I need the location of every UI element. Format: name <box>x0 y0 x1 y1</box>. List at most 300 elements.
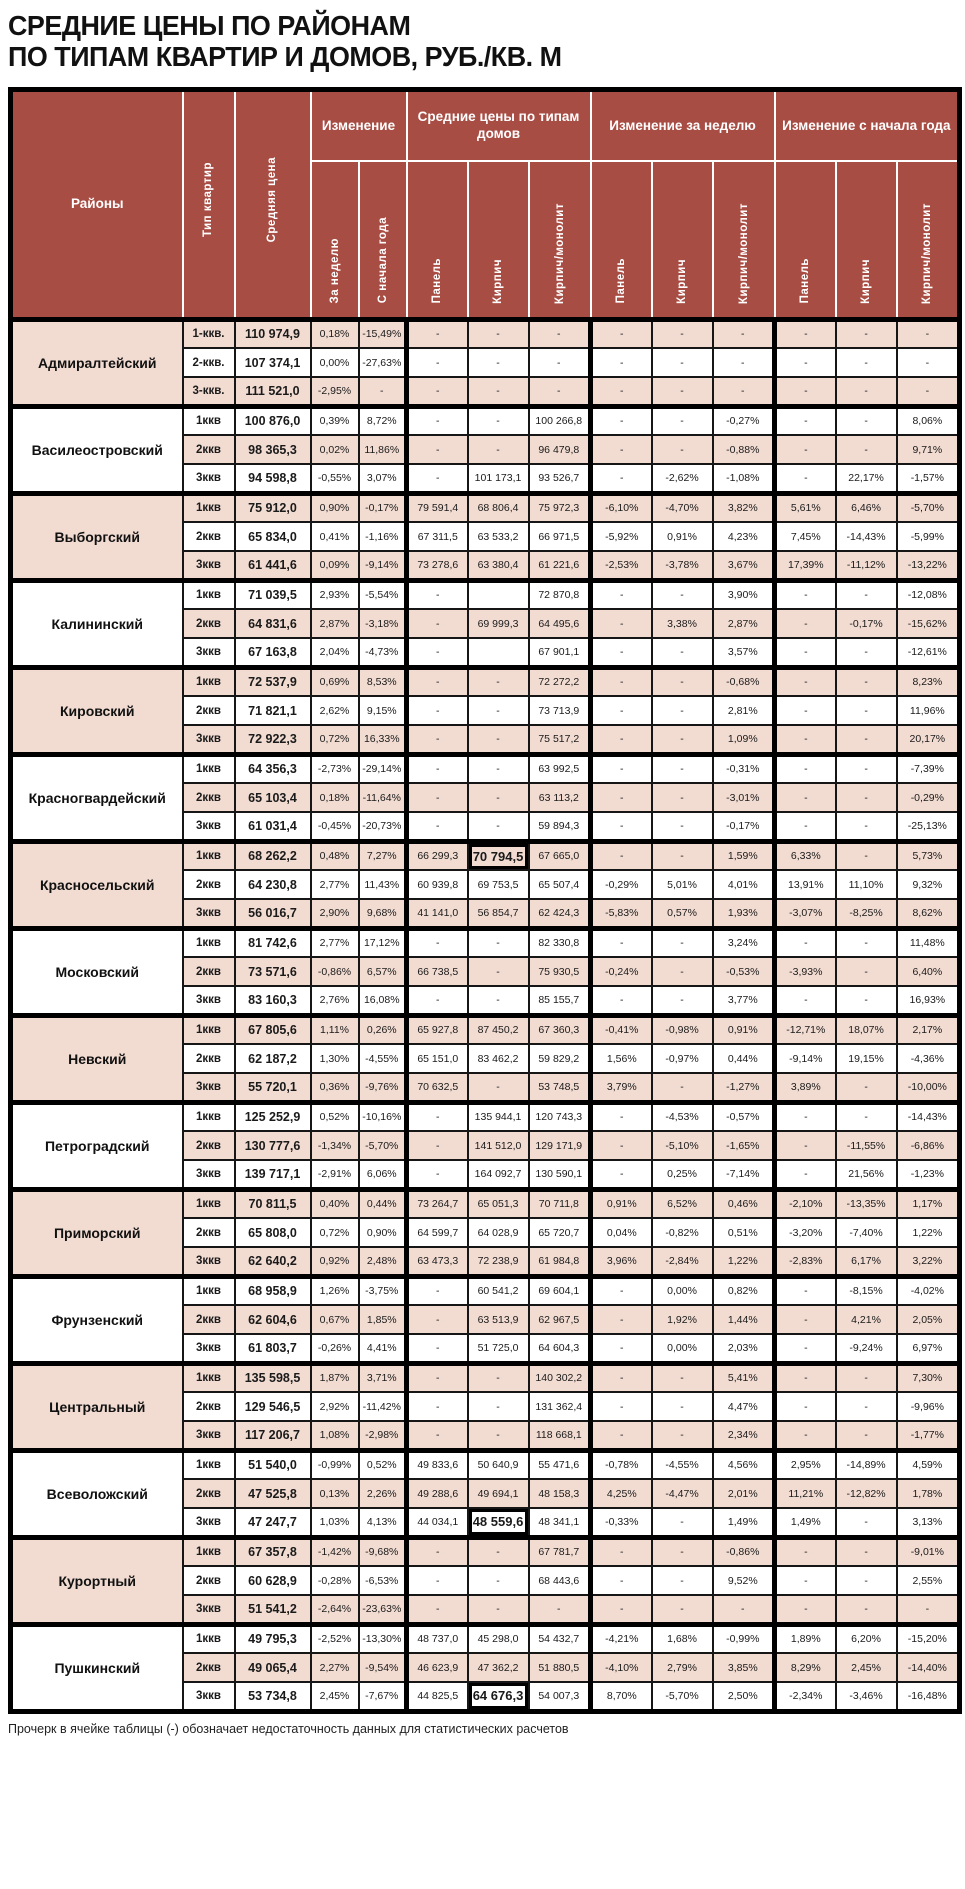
table-row <box>11 1624 960 1653</box>
week-brick-monolith: -0,86% <box>713 1537 775 1566</box>
price-brick: - <box>468 1595 529 1624</box>
ytd-panel: -2,83% <box>775 1247 836 1276</box>
change-ytd: 0,44% <box>359 1189 407 1218</box>
ytd-brick: -12,82% <box>836 1479 897 1508</box>
avg-price: 61 441,6 <box>235 551 311 580</box>
ytd-panel: -2,34% <box>775 1682 836 1711</box>
avg-price: 70 811,5 <box>235 1189 311 1218</box>
price-brick-monolith: 75 972,3 <box>529 493 591 522</box>
price-brick: 101 173,1 <box>468 464 529 493</box>
change-ytd: -23,63% <box>359 1595 407 1624</box>
price-panel: - <box>407 319 468 348</box>
ytd-brick-monolith: -10,00% <box>897 1073 960 1102</box>
ytd-panel: - <box>775 580 836 609</box>
table-row <box>11 1450 960 1479</box>
week-panel: 4,25% <box>591 1479 652 1508</box>
change-week: 0,36% <box>311 1073 359 1102</box>
ytd-brick-monolith: 2,55% <box>897 1566 960 1595</box>
district-name: Московский <box>11 928 183 1015</box>
price-panel: 66 738,5 <box>407 957 468 986</box>
ytd-brick: - <box>836 1595 897 1624</box>
ytd-panel: - <box>775 1334 836 1363</box>
week-panel: 3,79% <box>591 1073 652 1102</box>
change-week: -0,26% <box>311 1334 359 1363</box>
avg-price: 53 734,8 <box>235 1682 311 1711</box>
change-week: -2,73% <box>311 754 359 783</box>
price-panel: - <box>407 377 468 406</box>
district-name: Калининский <box>11 580 183 667</box>
ytd-brick-monolith: 8,23% <box>897 667 960 696</box>
week-brick: 0,00% <box>652 1276 713 1305</box>
price-brick: 50 640,9 <box>468 1450 529 1479</box>
price-brick: - <box>468 377 529 406</box>
header-price-panel-label: Панель <box>431 258 444 304</box>
ytd-brick: 18,07% <box>836 1015 897 1044</box>
price-panel: - <box>407 1276 468 1305</box>
ytd-brick: - <box>836 725 897 754</box>
week-panel: - <box>591 986 652 1015</box>
price-brick: 56 854,7 <box>468 899 529 928</box>
table-row <box>11 1015 960 1044</box>
week-brick: - <box>652 435 713 464</box>
week-brick-monolith: -0,57% <box>713 1102 775 1131</box>
change-week: 0,09% <box>311 551 359 580</box>
price-panel: - <box>407 580 468 609</box>
ytd-brick: -0,17% <box>836 609 897 638</box>
change-ytd: -0,17% <box>359 493 407 522</box>
price-brick: 64 676,3 <box>468 1682 529 1711</box>
change-week: 2,93% <box>311 580 359 609</box>
week-brick: - <box>652 841 713 870</box>
price-panel: - <box>407 1131 468 1160</box>
ytd-brick-monolith: 1,17% <box>897 1189 960 1218</box>
apartment-type: 2ккв <box>183 696 235 725</box>
apartment-type: 2ккв <box>183 522 235 551</box>
price-brick: 68 806,4 <box>468 493 529 522</box>
header-change-group: Изменение <box>311 89 407 161</box>
ytd-brick-monolith: -9,96% <box>897 1392 960 1421</box>
price-brick-monolith: 53 748,5 <box>529 1073 591 1102</box>
ytd-brick-monolith: 16,93% <box>897 986 960 1015</box>
week-panel: - <box>591 754 652 783</box>
ytd-brick-monolith: -1,57% <box>897 464 960 493</box>
price-brick-monolith: 64 495,6 <box>529 609 591 638</box>
avg-price: 64 831,6 <box>235 609 311 638</box>
change-ytd: 3,07% <box>359 464 407 493</box>
price-brick: 69 753,5 <box>468 870 529 899</box>
ytd-brick: - <box>836 696 897 725</box>
price-panel: - <box>407 464 468 493</box>
price-panel: - <box>407 1160 468 1189</box>
apartment-type: 1ккв <box>183 1189 235 1218</box>
ytd-brick: - <box>836 667 897 696</box>
change-ytd: 2,26% <box>359 1479 407 1508</box>
week-brick-monolith: 0,46% <box>713 1189 775 1218</box>
ytd-panel: 3,89% <box>775 1073 836 1102</box>
ytd-brick-monolith: 20,17% <box>897 725 960 754</box>
price-panel: - <box>407 1305 468 1334</box>
ytd-brick-monolith: -15,20% <box>897 1624 960 1653</box>
price-brick: 141 512,0 <box>468 1131 529 1160</box>
ytd-panel: 5,61% <box>775 493 836 522</box>
change-week: 0,18% <box>311 783 359 812</box>
week-panel: 8,70% <box>591 1682 652 1711</box>
change-ytd: -9,54% <box>359 1653 407 1682</box>
avg-price: 125 252,9 <box>235 1102 311 1131</box>
ytd-brick-monolith: 3,13% <box>897 1508 960 1537</box>
ytd-panel: 1,89% <box>775 1624 836 1653</box>
week-panel: -0,78% <box>591 1450 652 1479</box>
change-ytd: 16,33% <box>359 725 407 754</box>
week-brick-monolith: 3,24% <box>713 928 775 957</box>
footnote: Прочерк в ячейке таблицы (-) обозначает недостаточность данных для статистических расчетов <box>8 1721 569 1736</box>
week-brick: -0,97% <box>652 1044 713 1073</box>
ytd-brick: 6,46% <box>836 493 897 522</box>
change-week: 2,77% <box>311 870 359 899</box>
week-brick: - <box>652 319 713 348</box>
district-name: Кировский <box>11 667 183 754</box>
week-brick: -5,10% <box>652 1131 713 1160</box>
table-row <box>11 1363 960 1392</box>
header-ytd-panel-label: Панель <box>799 258 812 304</box>
price-panel: - <box>407 1102 468 1131</box>
ytd-panel: - <box>775 1276 836 1305</box>
price-brick-monolith: 131 362,4 <box>529 1392 591 1421</box>
ytd-panel: - <box>775 609 836 638</box>
avg-price: 73 571,6 <box>235 957 311 986</box>
avg-price: 71 039,5 <box>235 580 311 609</box>
week-brick-monolith: 5,41% <box>713 1363 775 1392</box>
ytd-panel: - <box>775 638 836 667</box>
district-name: Центральный <box>11 1363 183 1450</box>
week-brick-monolith: 3,82% <box>713 493 775 522</box>
apartment-type: 1ккв <box>183 1537 235 1566</box>
apartment-type: 2ккв <box>183 609 235 638</box>
price-brick-monolith: 72 272,2 <box>529 667 591 696</box>
avg-price: 49 795,3 <box>235 1624 311 1653</box>
price-panel: - <box>407 667 468 696</box>
price-brick-monolith: 64 604,3 <box>529 1334 591 1363</box>
change-week: 1,26% <box>311 1276 359 1305</box>
change-week: 0,69% <box>311 667 359 696</box>
ytd-brick: - <box>836 928 897 957</box>
change-ytd: 0,52% <box>359 1450 407 1479</box>
ytd-panel: - <box>775 1363 836 1392</box>
week-brick: - <box>652 638 713 667</box>
week-panel: - <box>591 435 652 464</box>
week-brick-monolith: -1,65% <box>713 1131 775 1160</box>
apartment-type: 3ккв <box>183 1160 235 1189</box>
ytd-brick: -7,40% <box>836 1218 897 1247</box>
ytd-brick: - <box>836 986 897 1015</box>
week-brick-monolith: - <box>713 1595 775 1624</box>
avg-price: 110 974,9 <box>235 319 311 348</box>
week-brick: -0,98% <box>652 1015 713 1044</box>
avg-price: 107 374,1 <box>235 348 311 377</box>
change-ytd: 6,06% <box>359 1160 407 1189</box>
price-panel: - <box>407 1334 468 1363</box>
price-brick-monolith: 62 967,5 <box>529 1305 591 1334</box>
week-brick-monolith: 9,52% <box>713 1566 775 1595</box>
ytd-brick-monolith: -15,62% <box>897 609 960 638</box>
ytd-brick: -11,55% <box>836 1131 897 1160</box>
week-brick-monolith: 4,47% <box>713 1392 775 1421</box>
district-name: Приморский <box>11 1189 183 1276</box>
price-panel: 49 288,6 <box>407 1479 468 1508</box>
change-ytd: -4,73% <box>359 638 407 667</box>
apartment-type: 1ккв <box>183 928 235 957</box>
avg-price: 56 016,7 <box>235 899 311 928</box>
ytd-panel: 1,49% <box>775 1508 836 1537</box>
table-row <box>11 928 960 957</box>
avg-price: 139 717,1 <box>235 1160 311 1189</box>
price-panel: 44 825,5 <box>407 1682 468 1711</box>
ytd-brick: - <box>836 1421 897 1450</box>
price-brick: 49 694,1 <box>468 1479 529 1508</box>
price-panel: - <box>407 406 468 435</box>
header-districts: Районы <box>11 89 183 319</box>
price-brick-monolith: 55 471,6 <box>529 1450 591 1479</box>
week-panel: 3,96% <box>591 1247 652 1276</box>
week-brick: - <box>652 1363 713 1392</box>
ytd-brick: - <box>836 1102 897 1131</box>
change-ytd: -1,16% <box>359 522 407 551</box>
week-brick: - <box>652 348 713 377</box>
header-week-brick-label: Кирпич <box>676 258 689 304</box>
ytd-panel: - <box>775 348 836 377</box>
change-ytd: -20,73% <box>359 812 407 841</box>
district-name: Курортный <box>11 1537 183 1624</box>
price-panel: - <box>407 812 468 841</box>
ytd-brick: - <box>836 1392 897 1421</box>
price-panel: - <box>407 928 468 957</box>
ytd-brick-monolith: -1,77% <box>897 1421 960 1450</box>
price-brick: - <box>468 986 529 1015</box>
change-week: 2,76% <box>311 986 359 1015</box>
ytd-brick-monolith: 9,71% <box>897 435 960 464</box>
district-name: Фрунзенский <box>11 1276 183 1363</box>
price-brick-monolith: 75 517,2 <box>529 725 591 754</box>
table-row <box>11 1102 960 1131</box>
week-panel: - <box>591 1595 652 1624</box>
ytd-panel: -2,10% <box>775 1189 836 1218</box>
ytd-panel: - <box>775 1421 836 1450</box>
week-panel: -4,21% <box>591 1624 652 1653</box>
week-panel: -5,92% <box>591 522 652 551</box>
ytd-brick: - <box>836 1537 897 1566</box>
week-brick: - <box>652 406 713 435</box>
week-panel: 0,91% <box>591 1189 652 1218</box>
apartment-type: 1ккв <box>183 754 235 783</box>
change-week: -2,52% <box>311 1624 359 1653</box>
change-week: 0,39% <box>311 406 359 435</box>
avg-price: 61 031,4 <box>235 812 311 841</box>
price-brick: 69 999,3 <box>468 609 529 638</box>
apartment-type: 1ккв <box>183 1450 235 1479</box>
price-brick-monolith: 59 894,3 <box>529 812 591 841</box>
week-panel: - <box>591 1537 652 1566</box>
week-brick-monolith: 3,90% <box>713 580 775 609</box>
week-brick-monolith: 1,09% <box>713 725 775 754</box>
apartment-type: 1ккв <box>183 1363 235 1392</box>
change-ytd: -29,14% <box>359 754 407 783</box>
price-brick-monolith: 68 443,6 <box>529 1566 591 1595</box>
week-brick-monolith: -0,27% <box>713 406 775 435</box>
apartment-type: 3ккв <box>183 551 235 580</box>
price-panel: - <box>407 348 468 377</box>
page-title-line1: СРЕДНИЕ ЦЕНЫ ПО РАЙОНАМ <box>8 10 411 41</box>
avg-price: 65 808,0 <box>235 1218 311 1247</box>
ytd-brick-monolith: -5,70% <box>897 493 960 522</box>
ytd-brick: - <box>836 783 897 812</box>
week-panel: - <box>591 1160 652 1189</box>
week-brick: -2,62% <box>652 464 713 493</box>
price-brick-monolith: 67 901,1 <box>529 638 591 667</box>
change-week: 0,90% <box>311 493 359 522</box>
price-brick: - <box>468 725 529 754</box>
week-brick-monolith: -0,53% <box>713 957 775 986</box>
apartment-type: 3ккв <box>183 1073 235 1102</box>
ytd-brick-monolith: -12,08% <box>897 580 960 609</box>
apartment-type: 3ккв <box>183 464 235 493</box>
price-brick: 135 944,1 <box>468 1102 529 1131</box>
week-panel: - <box>591 464 652 493</box>
header-apartment-type <box>183 89 235 319</box>
week-brick-monolith: -1,27% <box>713 1073 775 1102</box>
change-week: 0,48% <box>311 841 359 870</box>
week-brick: - <box>652 1508 713 1537</box>
header-change-ytd-label: С начала года <box>376 217 389 304</box>
ytd-panel: -9,14% <box>775 1044 836 1073</box>
change-ytd: -7,67% <box>359 1682 407 1711</box>
change-week: -0,45% <box>311 812 359 841</box>
week-brick: - <box>652 580 713 609</box>
week-panel: - <box>591 580 652 609</box>
ytd-brick-monolith: 11,96% <box>897 696 960 725</box>
ytd-brick: - <box>836 406 897 435</box>
ytd-brick-monolith: 2,05% <box>897 1305 960 1334</box>
week-brick-monolith: 2,03% <box>713 1334 775 1363</box>
header-price-brick-label: Кирпич <box>492 258 505 304</box>
price-brick <box>468 638 529 667</box>
price-brick-monolith: 73 713,9 <box>529 696 591 725</box>
district-name: Пушкинский <box>11 1624 183 1711</box>
price-panel: 73 264,7 <box>407 1189 468 1218</box>
ytd-brick-monolith: 7,30% <box>897 1363 960 1392</box>
header-change-week-label: За неделю <box>328 238 341 304</box>
apartment-type: 1ккв <box>183 406 235 435</box>
header-ytd-change-group: Изменение с начала года <box>775 89 960 161</box>
price-brick-monolith: 65 507,4 <box>529 870 591 899</box>
ytd-panel: - <box>775 1392 836 1421</box>
ytd-brick: - <box>836 1508 897 1537</box>
price-brick: - <box>468 319 529 348</box>
price-panel: - <box>407 638 468 667</box>
price-panel: 66 299,3 <box>407 841 468 870</box>
ytd-brick-monolith: 6,97% <box>897 1334 960 1363</box>
price-brick: 51 725,0 <box>468 1334 529 1363</box>
change-week: 1,08% <box>311 1421 359 1450</box>
apartment-type: 3ккв <box>183 1421 235 1450</box>
ytd-panel: - <box>775 1566 836 1595</box>
week-panel: - <box>591 1421 652 1450</box>
week-brick: - <box>652 725 713 754</box>
week-panel: - <box>591 1363 652 1392</box>
price-brick-monolith: 69 604,1 <box>529 1276 591 1305</box>
week-brick: - <box>652 812 713 841</box>
ytd-brick-monolith: 1,78% <box>897 1479 960 1508</box>
district-name: Красносельский <box>11 841 183 928</box>
change-week: -2,95% <box>311 377 359 406</box>
change-ytd: 4,13% <box>359 1508 407 1537</box>
price-panel: - <box>407 609 468 638</box>
price-brick-monolith: 54 007,3 <box>529 1682 591 1711</box>
week-brick-monolith: 0,82% <box>713 1276 775 1305</box>
price-brick: - <box>468 406 529 435</box>
change-week: 0,92% <box>311 1247 359 1276</box>
change-ytd: 6,57% <box>359 957 407 986</box>
ytd-brick-monolith: -4,36% <box>897 1044 960 1073</box>
price-brick-monolith: 65 720,7 <box>529 1218 591 1247</box>
price-brick: 47 362,2 <box>468 1653 529 1682</box>
header-ytd-brick-monolith <box>897 161 960 319</box>
price-panel: - <box>407 435 468 464</box>
week-panel: - <box>591 1131 652 1160</box>
ytd-brick-monolith: - <box>897 377 960 406</box>
district-name: Невский <box>11 1015 183 1102</box>
week-panel: -0,41% <box>591 1015 652 1044</box>
avg-price: 81 742,6 <box>235 928 311 957</box>
week-panel: - <box>591 812 652 841</box>
change-ytd: -27,63% <box>359 348 407 377</box>
week-brick-monolith: 4,23% <box>713 522 775 551</box>
week-panel: - <box>591 667 652 696</box>
page-title <box>8 10 927 73</box>
header-price-brick <box>468 161 529 319</box>
avg-price: 67 805,6 <box>235 1015 311 1044</box>
week-brick-monolith: 2,01% <box>713 1479 775 1508</box>
table-row <box>11 406 960 435</box>
week-brick-monolith: -0,17% <box>713 812 775 841</box>
apartment-type: 3ккв <box>183 1595 235 1624</box>
ytd-brick: - <box>836 1363 897 1392</box>
apartment-type: 2ккв <box>183 1305 235 1334</box>
change-week: -0,55% <box>311 464 359 493</box>
week-brick-monolith: 0,91% <box>713 1015 775 1044</box>
price-brick-monolith: 96 479,8 <box>529 435 591 464</box>
price-brick: - <box>468 754 529 783</box>
price-panel: - <box>407 1537 468 1566</box>
price-brick: 63 380,4 <box>468 551 529 580</box>
price-brick-monolith: 72 870,8 <box>529 580 591 609</box>
week-brick-monolith: -3,01% <box>713 783 775 812</box>
change-week: 2,45% <box>311 1682 359 1711</box>
ytd-brick: - <box>836 812 897 841</box>
week-panel: -2,53% <box>591 551 652 580</box>
avg-price: 65 834,0 <box>235 522 311 551</box>
change-week: 2,92% <box>311 1392 359 1421</box>
change-ytd: -10,16% <box>359 1102 407 1131</box>
apartment-type: 2-ккв. <box>183 348 235 377</box>
apartment-type: 3-ккв. <box>183 377 235 406</box>
ytd-panel: 2,95% <box>775 1450 836 1479</box>
ytd-brick: - <box>836 841 897 870</box>
week-panel: - <box>591 725 652 754</box>
ytd-panel: - <box>775 464 836 493</box>
apartment-type: 2ккв <box>183 1566 235 1595</box>
apartment-type: 1ккв <box>183 580 235 609</box>
week-brick-monolith: 3,85% <box>713 1653 775 1682</box>
